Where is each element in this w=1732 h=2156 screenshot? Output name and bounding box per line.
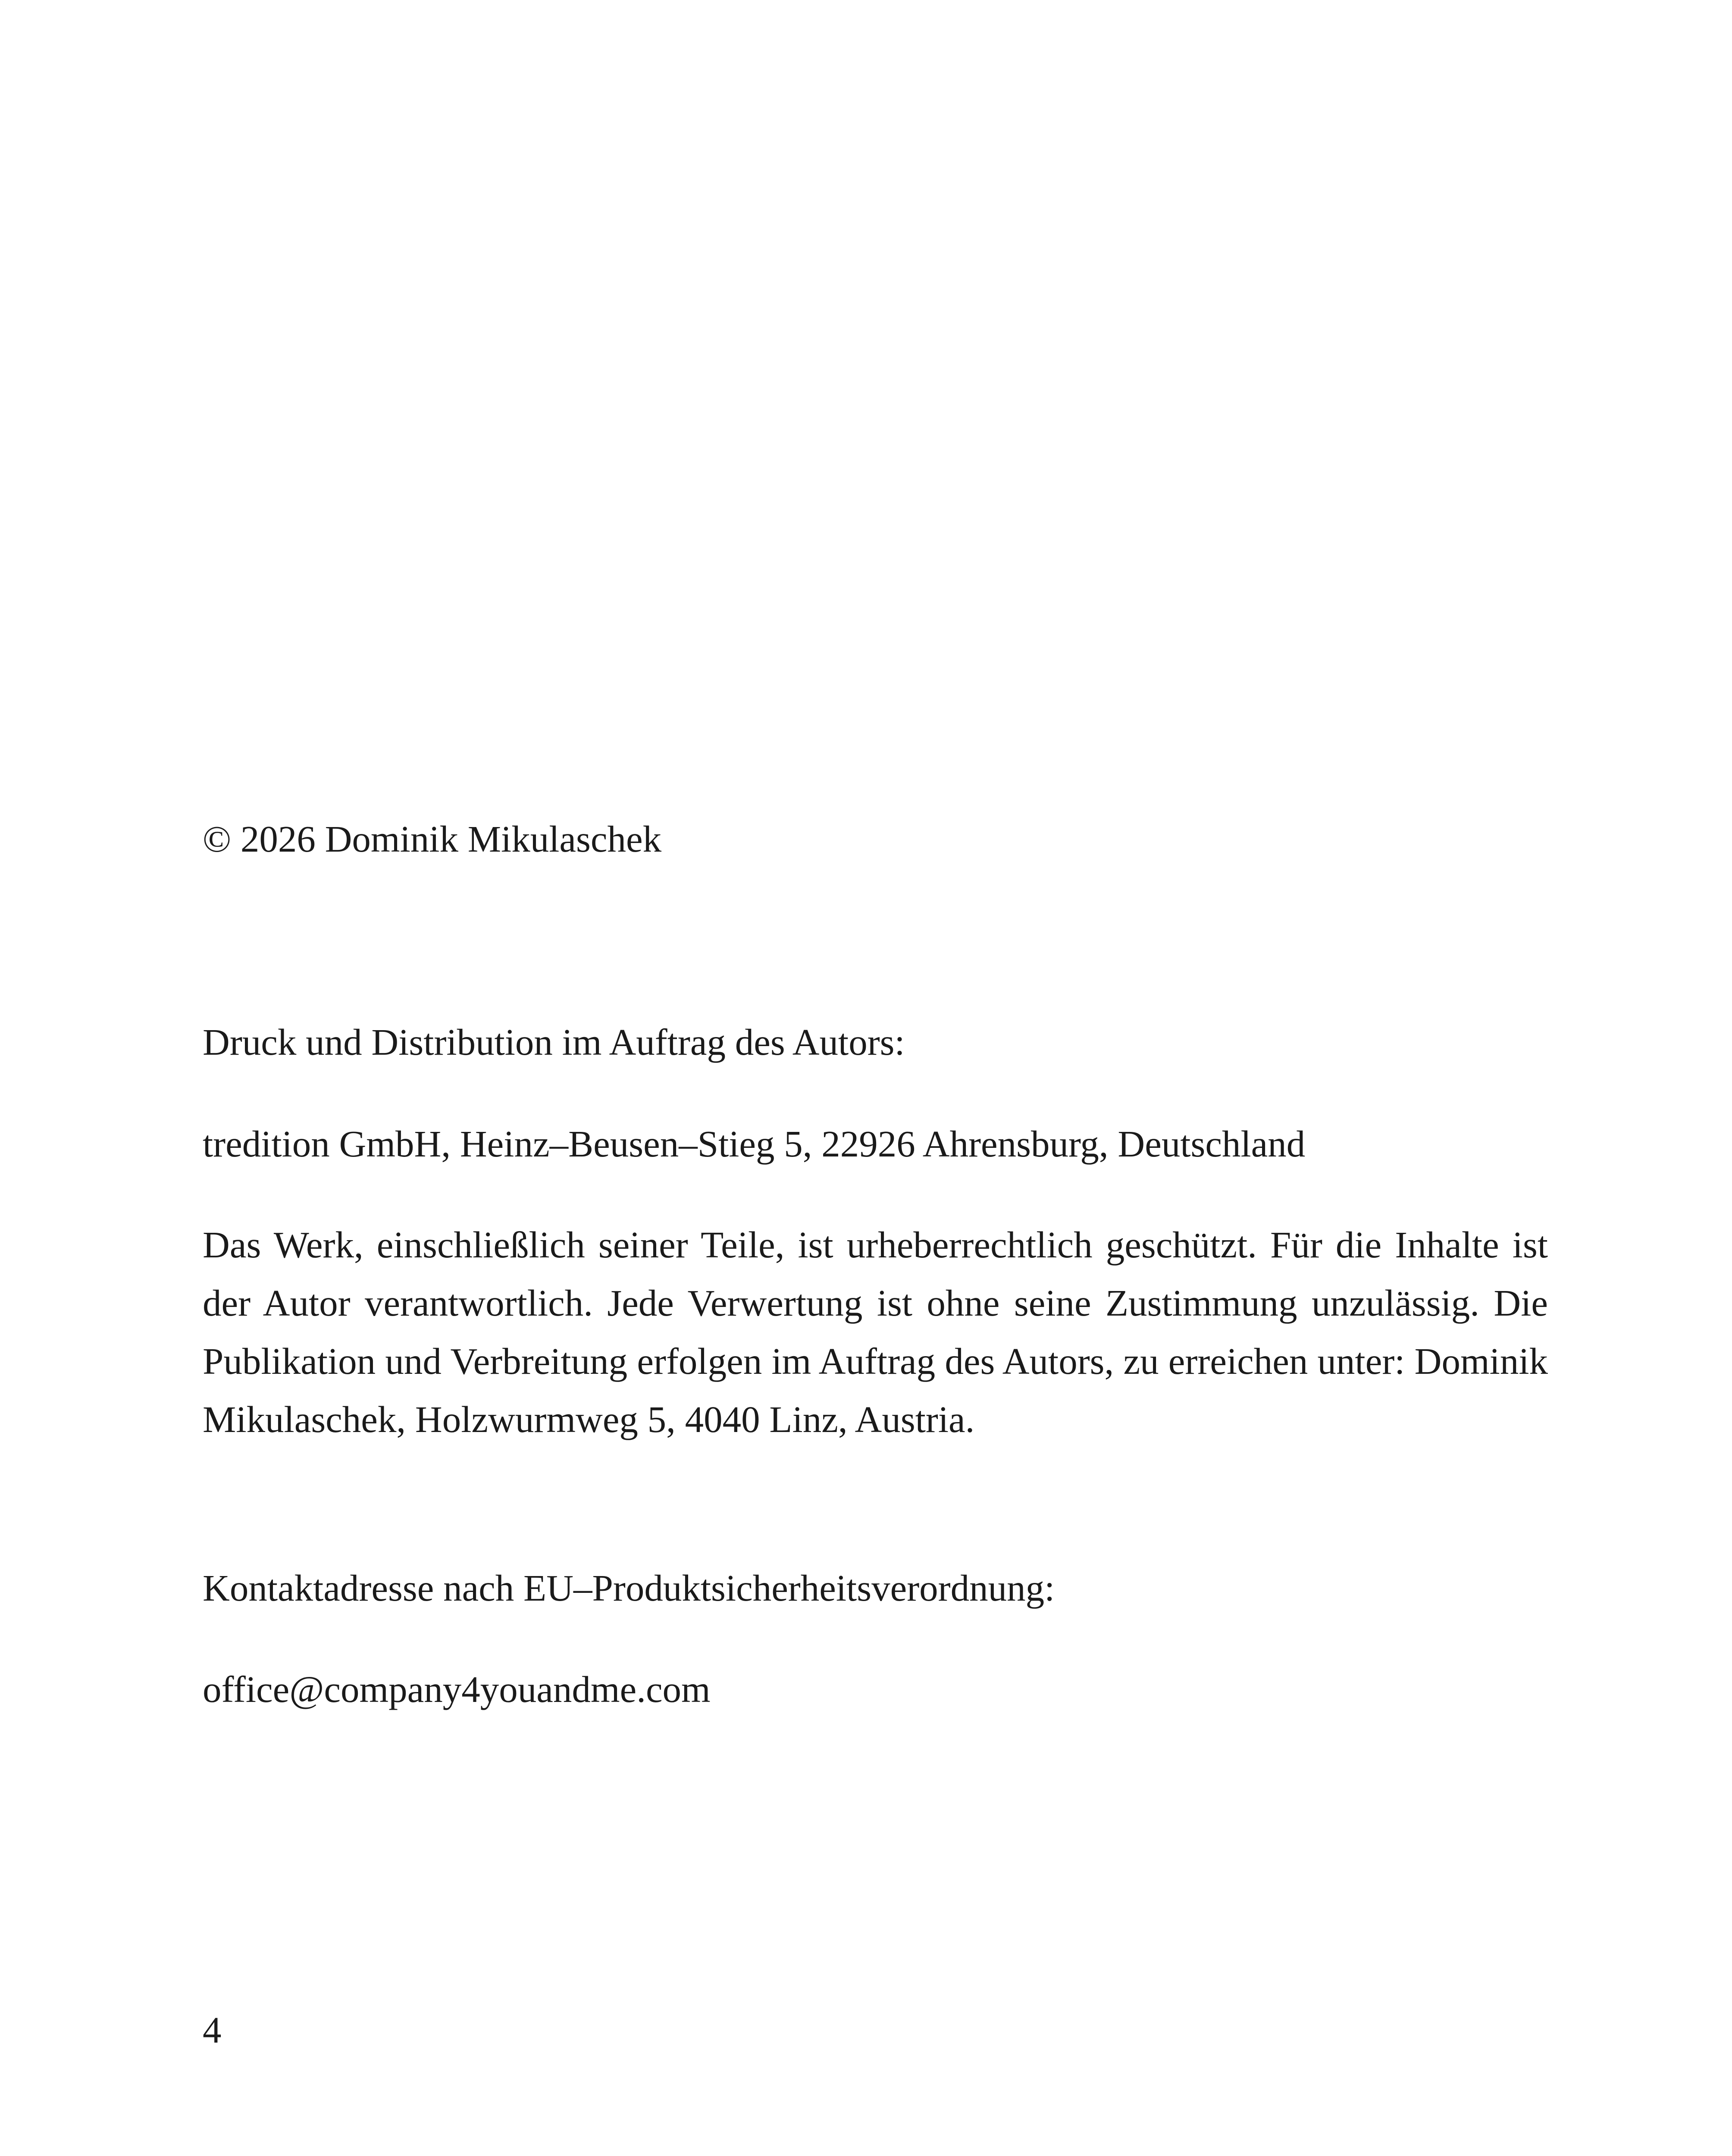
contact-email: office@company4youandme.com [203,1668,711,1710]
page-number: 4 [203,2009,222,2051]
contact-heading: Kontaktadresse nach EU–Produktsicherheitsverordnung: [203,1567,1055,1609]
print-distribution-heading: Druck und Distribution im Auftrag des Autors: [203,1021,905,1063]
publisher-address: tredition GmbH, Heinz–Beusen–Stieg 5, 22926 Ahrensburg, Deutschland [203,1123,1306,1165]
copyright-notice: © 2026 Dominik Mikulaschek [203,818,662,860]
legal-notice: Das Werk, einschließlich seiner Teile, ist urheberrechtlich geschützt. Für die Inhalte ist der Autor verantwortlich. Jede Verwertung ist ohne seine Zustimmung unzulässig. Die Publikation und Verbreitung erfolgen im Auftrag des Autors, zu erreichen unter: Dominik Mikulaschek, Holzwurmweg 5, 4040 Linz, Austria. [203,1224,1548,1440]
